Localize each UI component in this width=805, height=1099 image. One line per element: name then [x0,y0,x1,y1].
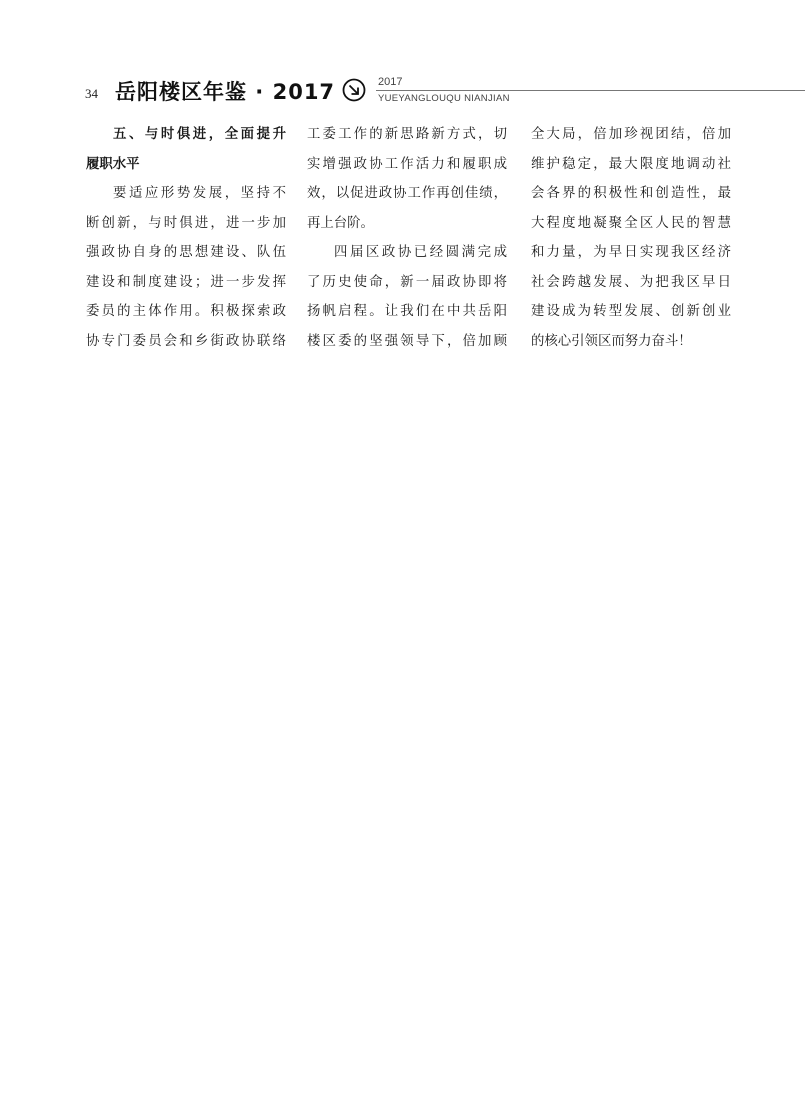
text-line: 再上台阶。 [307,215,374,231]
text-line: 社会跨越发展、为把我区早日 [531,274,731,290]
book-title: 岳阳楼区年鉴 · 2017 [115,80,336,104]
text-line: 大程度地凝聚全区人民的智慧 [531,215,731,231]
text-line: 了历史使命，新一届政协即将 [307,274,507,290]
text-line: 强政协自身的思想建设、队伍 [86,245,286,260]
text-line: 维护稳定，最大限度地调动社 [531,156,731,172]
section-heading-line: 履职水平 [86,156,140,172]
text-line: 要适应形势发展，坚持不 [113,186,286,201]
text-line: 委员的主体作用。积极探索政 [86,304,286,319]
text-line: 的核心引领区而努力奋斗！ [531,333,692,349]
text-line: 和力量，为早日实现我区经济 [531,245,731,260]
text-line: 实增强政协工作活力和履职成 [307,156,507,172]
text-line: 工委工作的新思路新方式，切 [307,127,507,142]
text-column-1 [86,120,286,356]
circled-arrow-icon [342,78,366,102]
page-header [0,70,805,110]
text-line: 断创新，与时俱进，进一步加 [86,215,286,231]
text-line: 会各界的积极性和创造性，最 [531,186,731,201]
text-line: 协专门委员会和乡街政协联络 [86,333,286,349]
header-subtitle-en: YUEYANGLOUQU NIANJIAN [378,93,510,104]
text-line: 效，以促进政协工作再创佳绩， [307,186,507,201]
text-line: 建设成为转型发展、创新创业 [531,304,731,319]
text-line: 楼区委的坚强领导下，倍加顾 [307,333,507,349]
page-number: 34 [85,86,98,101]
section-heading-line: 五、与时俱进，全面提升 [113,127,286,142]
header-year: 2017 [378,76,403,88]
text-line: 扬帆启程。让我们在中共岳阳 [307,304,507,319]
header-rule [376,90,805,91]
text-column-2 [307,120,507,356]
text-line: 四届区政协已经圆满完成 [334,245,507,260]
text-column-3 [531,120,731,356]
text-line: 建设和制度建设；进一步发挥 [86,274,286,290]
text-line: 全大局，倍加珍视团结，倍加 [531,127,731,142]
